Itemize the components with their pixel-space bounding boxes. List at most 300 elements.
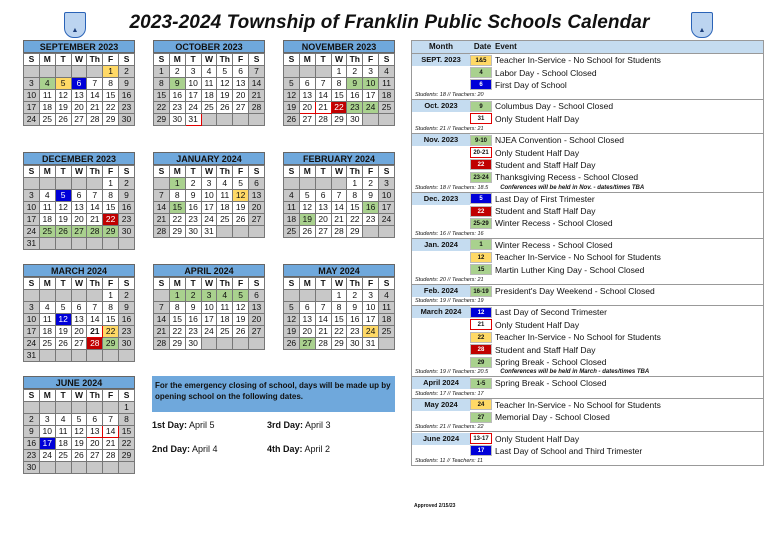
day-cell: 9	[185, 302, 201, 314]
day-cell: 2	[185, 178, 201, 190]
day-cell: 11	[39, 202, 55, 214]
day-cell: 6	[315, 190, 331, 202]
event-date: 21	[470, 319, 492, 330]
day-cell: 22	[103, 102, 119, 114]
day-cell	[103, 238, 119, 250]
day-cell: 11	[284, 202, 300, 214]
day-cell	[379, 226, 395, 238]
day-cell: 17	[363, 314, 379, 326]
day-cell: 28	[87, 114, 103, 126]
event-row	[412, 146, 763, 158]
day-cell	[103, 350, 119, 362]
event-description: Teacher In-Service - No School for Students	[495, 399, 661, 410]
day-cell: 1	[103, 66, 119, 78]
day-cell: 28	[315, 114, 331, 126]
day-cell: 28	[249, 102, 265, 114]
month-title: MARCH 2024	[23, 264, 135, 277]
page-title: 2023-2024 Township of Franklin Public Schools Calendar	[129, 12, 650, 33]
event-row	[412, 54, 763, 66]
day-cell: 3	[201, 178, 217, 190]
day-cell: 17	[201, 202, 217, 214]
day-cell: 11	[379, 78, 395, 90]
day-cell	[249, 226, 265, 238]
event-row	[412, 171, 763, 183]
day-of-week: Th	[87, 278, 103, 290]
event-section	[412, 305, 763, 376]
day-cell	[299, 66, 315, 78]
day-cell: 16	[119, 314, 135, 326]
day-cell: 8	[169, 302, 185, 314]
day-cell: 7	[87, 302, 103, 314]
day-cell: 5	[55, 302, 71, 314]
day-cell: 4	[39, 190, 55, 202]
day-cell: 2	[363, 178, 379, 190]
day-cell: 30	[169, 114, 185, 126]
day-cell: 13	[315, 202, 331, 214]
day-cell: 1	[103, 178, 119, 190]
day-cell: 15	[169, 314, 185, 326]
day-cell: 9	[347, 78, 363, 90]
event-month: Oct. 2023	[412, 100, 470, 112]
day-cell: 19	[217, 90, 233, 102]
event-date: 1-5	[470, 378, 492, 389]
day-cell: 3	[379, 178, 395, 190]
month-title: APRIL 2024	[153, 264, 265, 277]
month-calendar	[283, 152, 395, 238]
day-cell: 21	[87, 214, 103, 226]
event-section	[412, 376, 763, 397]
day-cell	[71, 178, 87, 190]
day-of-week: S	[154, 278, 170, 290]
day-cell: 7	[87, 190, 103, 202]
day-cell: 28	[87, 338, 103, 350]
day-of-week: S	[284, 166, 300, 178]
month-calendar	[23, 40, 135, 126]
header-date: Date	[473, 42, 492, 51]
day-cell: 14	[103, 426, 119, 438]
day-cell: 10	[24, 202, 40, 214]
day-of-week: Th	[87, 390, 103, 402]
day-cell: 23	[169, 102, 185, 114]
section-footer	[412, 230, 763, 238]
event-section	[412, 133, 763, 192]
day-cell: 11	[217, 190, 233, 202]
section-footer	[412, 184, 763, 192]
day-cell: 11	[379, 302, 395, 314]
section-footer	[412, 125, 763, 133]
day-of-week: F	[103, 390, 119, 402]
day-cell: 19	[233, 202, 249, 214]
day-cell	[119, 462, 135, 474]
day-cell: 9	[119, 190, 135, 202]
day-cell: 8	[331, 78, 347, 90]
section-footer	[412, 297, 763, 305]
day-cell: 30	[119, 338, 135, 350]
month-title: SEPTEMBER 2023	[23, 40, 135, 53]
day-cell: 22	[154, 102, 170, 114]
day-cell	[201, 338, 217, 350]
day-cell: 11	[55, 426, 71, 438]
day-cell: 10	[201, 190, 217, 202]
day-cell: 20	[299, 102, 315, 114]
day-cell: 19	[233, 314, 249, 326]
event-section	[412, 99, 763, 133]
event-section	[412, 53, 763, 99]
day-cell: 25	[379, 102, 395, 114]
day-cell: 8	[119, 414, 135, 426]
day-cell	[379, 114, 395, 126]
day-of-week: S	[24, 390, 40, 402]
day-cell: 15	[103, 202, 119, 214]
day-cell: 18	[284, 214, 300, 226]
day-cell: 23	[185, 214, 201, 226]
day-cell: 27	[71, 226, 87, 238]
day-of-week: S	[249, 278, 265, 290]
day-cell	[24, 66, 40, 78]
day-cell: 31	[363, 338, 379, 350]
day-cell: 30	[185, 226, 201, 238]
day-cell: 9	[119, 78, 135, 90]
day-of-week: W	[71, 166, 87, 178]
day-of-week: M	[299, 54, 315, 66]
event-date: 20-21	[470, 147, 492, 158]
day-cell: 28	[103, 450, 119, 462]
day-cell: 12	[55, 202, 71, 214]
event-description: Spring Break - School Closed	[495, 357, 607, 367]
day-cell: 24	[24, 114, 40, 126]
day-cell: 14	[154, 314, 170, 326]
day-cell: 18	[379, 314, 395, 326]
day-cell: 15	[154, 90, 170, 102]
day-cell	[87, 238, 103, 250]
event-month: Nov. 2023	[412, 134, 470, 146]
month-title: DECEMBER 2023	[23, 152, 135, 165]
day-cell: 27	[299, 114, 315, 126]
day-of-week: Th	[217, 54, 233, 66]
day-cell: 3	[363, 66, 379, 78]
day-cell: 20	[315, 214, 331, 226]
day-cell	[24, 178, 40, 190]
day-cell: 22	[331, 326, 347, 338]
day-cell: 7	[331, 190, 347, 202]
day-cell: 21	[249, 90, 265, 102]
day-cell: 29	[103, 226, 119, 238]
events-header	[412, 41, 763, 53]
day-cell: 7	[87, 78, 103, 90]
month-title: MAY 2024	[283, 264, 395, 277]
day-cell: 18	[55, 438, 71, 450]
day-cell: 27	[71, 338, 87, 350]
day-cell: 21	[315, 326, 331, 338]
day-cell	[299, 178, 315, 190]
day-cell	[249, 114, 265, 126]
day-cell: 31	[24, 350, 40, 362]
event-date: 6	[470, 79, 492, 90]
day-cell	[87, 350, 103, 362]
event-description: Only Student Half Day	[495, 113, 580, 124]
day-cell: 31	[185, 114, 201, 126]
day-of-week: W	[331, 54, 347, 66]
day-cell: 10	[24, 90, 40, 102]
day-cell: 14	[154, 202, 170, 214]
section-footer	[412, 368, 763, 376]
day-cell: 26	[55, 114, 71, 126]
day-cell: 27	[71, 114, 87, 126]
day-cell: 21	[331, 214, 347, 226]
day-cell: 10	[363, 302, 379, 314]
day-cell: 7	[154, 302, 170, 314]
event-section	[412, 431, 763, 465]
day-cell: 18	[217, 314, 233, 326]
day-of-week: F	[233, 54, 249, 66]
day-cell: 30	[347, 114, 363, 126]
day-of-week: S	[24, 54, 40, 66]
student-teacher-days: Students: 18 // Teachers: 18.5	[415, 184, 489, 191]
day-of-week: F	[103, 54, 119, 66]
event-date: 28	[470, 344, 492, 355]
day-cell	[39, 238, 55, 250]
day-cell: 23	[119, 102, 135, 114]
day-cell: 21	[315, 102, 331, 114]
day-cell: 22	[331, 102, 347, 114]
student-teacher-days: Students: 19 // Teachers: 20.5	[415, 369, 489, 376]
day-cell	[24, 290, 40, 302]
day-cell: 25	[284, 226, 300, 238]
day-cell: 21	[154, 214, 170, 226]
day-cell: 3	[363, 290, 379, 302]
day-cell: 1	[169, 290, 185, 302]
day-cell: 20	[87, 438, 103, 450]
day-cell	[55, 290, 71, 302]
emergency-day: 3rd Day: April 3	[267, 420, 331, 430]
day-cell: 7	[315, 302, 331, 314]
day-of-week: Th	[217, 166, 233, 178]
day-cell: 25	[39, 226, 55, 238]
day-cell: 6	[71, 302, 87, 314]
day-of-week: M	[39, 54, 55, 66]
day-cell	[71, 462, 87, 474]
day-cell: 18	[217, 202, 233, 214]
day-cell: 6	[299, 78, 315, 90]
section-footer	[412, 276, 763, 284]
day-cell: 29	[169, 226, 185, 238]
day-cell: 19	[55, 214, 71, 226]
emergency-day: 4th Day: April 2	[267, 444, 331, 454]
event-date: 5	[470, 193, 492, 204]
day-of-week: S	[379, 166, 395, 178]
day-cell: 29	[154, 114, 170, 126]
day-cell: 15	[331, 314, 347, 326]
day-cell: 6	[299, 302, 315, 314]
day-cell: 17	[24, 214, 40, 226]
day-of-week: S	[24, 278, 40, 290]
day-cell: 5	[55, 190, 71, 202]
day-cell: 2	[347, 290, 363, 302]
day-of-week: W	[201, 54, 217, 66]
event-description: Spring Break - School Closed	[495, 378, 607, 389]
day-cell: 19	[284, 102, 300, 114]
event-date: 12	[470, 307, 492, 318]
day-cell: 18	[379, 90, 395, 102]
day-cell	[71, 350, 87, 362]
day-cell: 14	[331, 202, 347, 214]
day-cell	[315, 178, 331, 190]
month-calendar	[153, 40, 265, 126]
event-row	[412, 251, 763, 263]
day-cell: 31	[24, 238, 40, 250]
month-title: FEBRUARY 2024	[283, 152, 395, 165]
day-cell: 4	[217, 178, 233, 190]
day-cell: 29	[103, 338, 119, 350]
day-cell: 1	[154, 66, 170, 78]
month-title: JANUARY 2024	[153, 152, 265, 165]
day-cell: 22	[169, 214, 185, 226]
day-cell: 23	[24, 450, 40, 462]
event-section	[412, 398, 763, 432]
day-cell: 28	[315, 338, 331, 350]
emergency-day: 1st Day: April 5	[152, 420, 215, 430]
day-cell	[39, 290, 55, 302]
day-cell	[201, 114, 217, 126]
day-of-week: T	[55, 390, 71, 402]
day-cell: 18	[39, 214, 55, 226]
event-row	[412, 217, 763, 229]
day-cell: 15	[119, 426, 135, 438]
day-cell: 24	[185, 102, 201, 114]
student-teacher-days: Students: 11 // Teachers: 11	[415, 458, 483, 465]
day-cell: 8	[347, 190, 363, 202]
day-cell: 13	[71, 90, 87, 102]
day-cell: 25	[217, 326, 233, 338]
day-cell: 30	[24, 462, 40, 474]
event-row	[412, 193, 763, 205]
day-cell: 7	[315, 78, 331, 90]
event-date: 31	[470, 113, 492, 124]
event-date: 17	[470, 445, 492, 456]
student-teacher-days: Students: 21 // Teachers: 21	[415, 125, 484, 132]
day-cell: 5	[71, 414, 87, 426]
day-cell	[233, 226, 249, 238]
day-cell	[284, 178, 300, 190]
day-of-week: M	[39, 390, 55, 402]
event-description: Labor Day - School Closed	[495, 67, 597, 78]
day-of-week: Th	[217, 278, 233, 290]
emergency-day: 2nd Day: April 4	[152, 444, 218, 454]
day-cell: 22	[169, 326, 185, 338]
day-of-week: M	[39, 278, 55, 290]
day-cell: 16	[185, 314, 201, 326]
day-cell: 8	[103, 302, 119, 314]
day-cell: 18	[39, 102, 55, 114]
day-of-week: T	[315, 54, 331, 66]
day-cell	[55, 178, 71, 190]
section-footer	[412, 91, 763, 99]
day-cell: 30	[119, 226, 135, 238]
event-date: 4	[470, 67, 492, 78]
day-cell: 17	[24, 326, 40, 338]
day-cell: 6	[233, 66, 249, 78]
day-cell: 15	[103, 90, 119, 102]
event-row	[412, 239, 763, 251]
day-cell: 5	[217, 66, 233, 78]
student-teacher-days: Students: 17 // Teachers: 17	[415, 390, 484, 397]
events-body	[412, 53, 763, 465]
event-month: May 2024	[412, 399, 470, 411]
day-cell: 20	[249, 314, 265, 326]
day-cell: 4	[39, 78, 55, 90]
event-description: Last Day of Second Trimester	[495, 307, 607, 318]
day-cell: 20	[299, 326, 315, 338]
day-of-week: F	[233, 166, 249, 178]
event-row	[412, 205, 763, 217]
day-cell: 25	[201, 102, 217, 114]
day-cell: 30	[347, 338, 363, 350]
day-cell: 1	[331, 66, 347, 78]
event-date: 13-17	[470, 433, 492, 444]
event-date: 9-10	[470, 135, 492, 146]
day-cell	[249, 338, 265, 350]
day-cell: 26	[299, 226, 315, 238]
day-cell: 21	[87, 326, 103, 338]
day-cell	[217, 338, 233, 350]
day-cell	[71, 402, 87, 414]
day-cell: 12	[217, 78, 233, 90]
day-cell: 29	[347, 226, 363, 238]
district-logo-left-icon: ▲	[64, 12, 86, 38]
day-cell: 9	[119, 302, 135, 314]
day-cell: 15	[103, 314, 119, 326]
event-row	[412, 159, 763, 171]
day-of-week: S	[154, 166, 170, 178]
day-cell: 13	[299, 90, 315, 102]
day-of-week: Th	[87, 54, 103, 66]
day-cell	[87, 178, 103, 190]
day-cell: 8	[154, 78, 170, 90]
day-cell: 5	[299, 190, 315, 202]
day-of-week: T	[185, 278, 201, 290]
day-cell: 8	[103, 78, 119, 90]
event-row	[412, 113, 763, 125]
day-cell: 16	[185, 202, 201, 214]
day-cell: 8	[169, 190, 185, 202]
student-teacher-days: Students: 18 // Teachers: 20	[415, 92, 484, 99]
day-cell: 22	[103, 326, 119, 338]
day-cell: 3	[39, 414, 55, 426]
day-cell: 17	[39, 438, 55, 450]
day-of-week: F	[103, 278, 119, 290]
section-footer	[412, 423, 763, 431]
day-cell: 11	[201, 78, 217, 90]
day-cell: 22	[103, 214, 119, 226]
header-event: Event	[495, 42, 517, 51]
day-cell: 19	[55, 326, 71, 338]
day-cell	[233, 338, 249, 350]
day-of-week: M	[39, 166, 55, 178]
event-row	[412, 399, 763, 411]
month-calendar	[23, 376, 135, 474]
day-cell: 13	[87, 426, 103, 438]
day-cell: 25	[55, 450, 71, 462]
month-title: NOVEMBER 2023	[283, 40, 395, 53]
student-teacher-days: Students: 21 // Teachers: 22	[415, 424, 484, 431]
event-month: June 2024	[412, 433, 470, 445]
day-cell: 25	[39, 114, 55, 126]
day-cell: 1	[103, 290, 119, 302]
day-cell	[55, 238, 71, 250]
day-cell: 6	[249, 290, 265, 302]
day-cell: 28	[154, 338, 170, 350]
event-date: 9	[470, 101, 492, 112]
